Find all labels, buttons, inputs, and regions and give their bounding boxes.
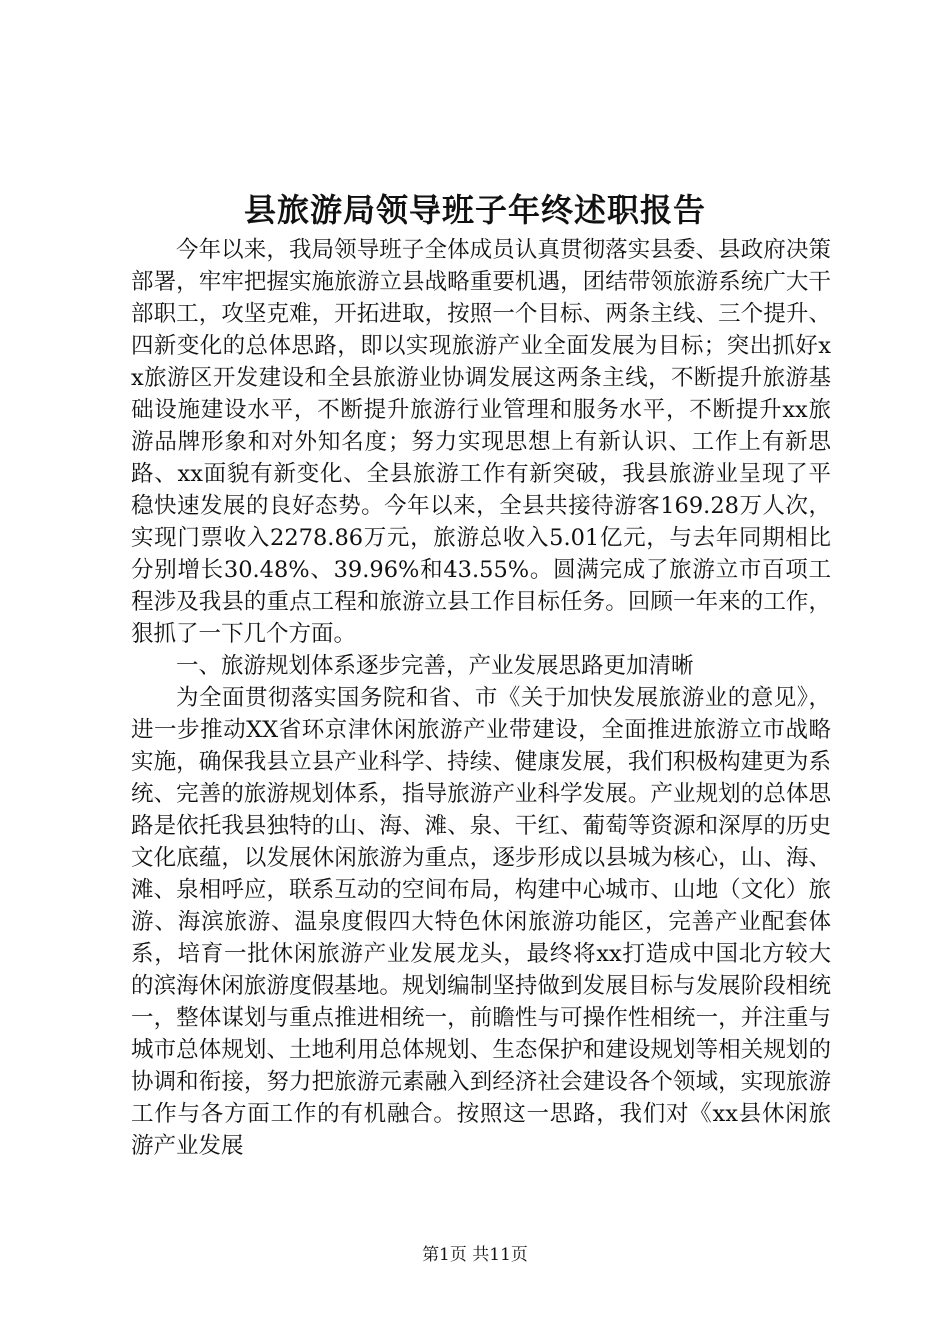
section-paragraph: 为全面贯彻落实国务院和省、市《关于加快发展旅游业的意见》，进一步推动XX省环京津休闲旅游产业带建设，全面推进旅游立市战略实施，确保我县立县产业科学、持续、健康发展，我们积极构建更为系统、完善的旅游规划体系，指导旅游产业科学发展。产业规划的总体思路是依托我县独特的山、海、滩、泉、干红、葡萄等资源和深厚的历史文化底蕴，以发展休闲旅游为重点，逐步形成以县城为核心，山、海、滩、泉相呼应，联系互动的空间布局，构建中心城市、山地（文化）旅游、海滨旅游、温泉度假四大特色休闲旅游功能区，完善产业配套体系，培育一批休闲旅游产业发展龙头，最终将xx打造成中国北方较大的滨海休闲旅游度假基地。规划编制坚持做到发展目标与发展阶段相统一，整体谋划与重点推进相统一，前瞻性与可操作性相统一，并注重与城市总体规划、土地利用总体规划、生态保护和建设规划等相关规划的协调和衔接，努力把旅游元素融入到经济社会建设各个领域，实现旅游工作与各方面工作的有机融合。按照这一思路，我们对《xx县休闲旅游产业发展: [131, 685, 831, 1159]
intro-paragraph: 今年以来，我局领导班子全体成员认真贯彻落实县委、县政府决策部署，牢牢把握实施旅游立县战略重要机遇，团结带领旅游系统广大干部职工，攻坚克难，开拓进取，按照一个目标、两条主线、三个提升、四新变化的总体思路，即以实现旅游产业全面发展为目标；突出抓好xx旅游区开发建设和全县旅游业协调发展这两条主线，不断提升旅游基础设施建设水平，不断提升旅游行业管理和服务水平，不断提升xx旅游品牌形象和对外知名度；努力实现思想上有新认识、工作上有新思路、xx面貌有新变化、全县旅游工作有新突破，我县旅游业呈现了平稳快速发展的良好态势。今年以来，全县共接待游客169.28万人次，实现门票收入2278.86万元，旅游总收入5.01亿元，与去年同期相比分别增长30.48%、39.96%和43.55%。圆满完成了旅游立市百项工程涉及我县的重点工程和旅游立县工作目标任务。回顾一年来的工作，狠抓了一下几个方面。: [131, 237, 831, 647]
document-body: [131, 234, 831, 1162]
section-heading: 一、旅游规划体系逐步完善，产业发展思路更加清晰: [176, 653, 694, 679]
page-footer: 第1页 共11页: [422, 1245, 528, 1265]
document-title: 县旅游局领导班子年终述职报告: [243, 191, 706, 229]
